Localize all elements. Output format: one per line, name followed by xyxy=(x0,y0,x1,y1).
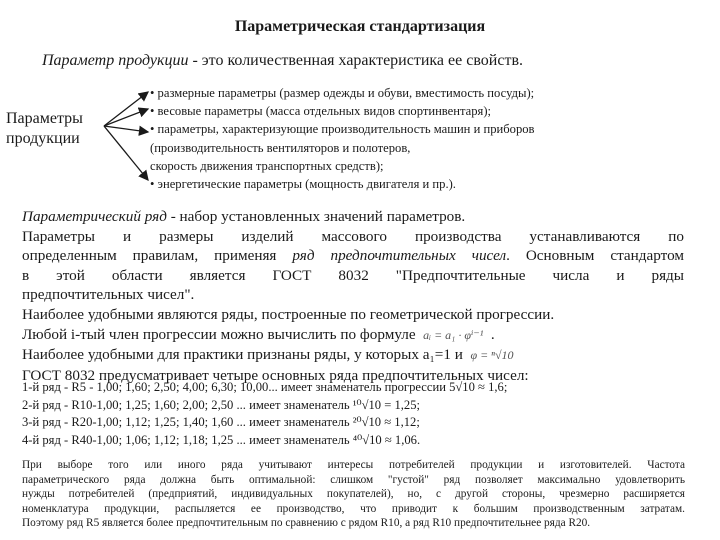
bullet-item: • весовые параметры (масса отдельных видов спортинвентаря); xyxy=(150,104,492,119)
bottom-line: номенклатура продукции, распыляется ее производство, что приводит к большим производственным затратам. xyxy=(22,502,685,515)
bullet-item: • энергетические параметры (мощность двигателя и пр.). xyxy=(150,177,456,192)
bottom-line: нужды потребителей (предприятий, индивидуальных покупателей), но, с другой стороны, чрезмерно расширяется xyxy=(22,488,685,501)
page-title: Параметрическая стандартизация xyxy=(234,18,486,35)
main-line: Наиболее удобными для практики признаны ряды, у которых a₁=1 и φ = ⁿ√10 xyxy=(22,346,514,364)
series-rows xyxy=(22,379,507,449)
main-line: Любой i-тый член прогрессии можно вычислить по формуле aᵢ = a₁ · φⁱ⁻¹ . xyxy=(22,325,495,343)
series-row: 2-й ряд - R10-1,00; 1,25; 1,60; 2,00; 2,50 ... имеет знаменатель ¹⁰√10 = 1,25; xyxy=(22,397,421,412)
bullet-item: • размерные параметры (размер одежды и обуви, вместимость посуды); xyxy=(150,86,535,100)
bullet-item: скорость движения транспортных средств); xyxy=(150,158,384,173)
main-line: определенным правилам, применяя ряд предпочтительных чисел. Основным стандартом xyxy=(22,247,684,265)
arrow-4 xyxy=(104,126,148,180)
bullet-item: (производительность вентиляторов и полотеров, xyxy=(150,140,411,155)
series-term: Параметрический ряд xyxy=(22,208,167,225)
main-line: Наиболее удобными являются ряды, построенные по геометрической прогрессии. xyxy=(22,305,555,323)
main-line: в этой области является ГОСТ 8032 "Предпочтительные числа и ряды xyxy=(22,266,684,284)
bottom-paragraph xyxy=(22,458,685,531)
main-line: Параметры и размеры изделий массового производства устанавливаются по xyxy=(22,227,684,245)
main-text xyxy=(22,207,684,385)
definition-term: Параметр продукции xyxy=(42,52,189,69)
bullet-item: • параметры, характеризующие производительность машин и приборов xyxy=(150,122,535,137)
series-row: 3-й ряд - R20-1,00; 1,12; 1,25; 1,40; 1,60 ... имеет знаменатель ²⁰√10 ≈ 1,12; xyxy=(22,415,420,430)
bottom-line: При выборе того или иного ряда учитывают интересы потребителей продукции и изготовителей. Частота xyxy=(22,459,685,471)
params-label-line-2: продукции xyxy=(6,130,80,147)
bottom-line: Поэтому ряд R5 является более предпочтительным по сравнению с рядом R10, а ряд R10 предпочтительнее ряда R20. xyxy=(22,517,591,530)
arrow-3 xyxy=(104,126,148,132)
series-row: 1-й ряд - R5 - 1,00; 1,60; 2,50; 4,00; 6,30; 10,00... имеет знаменатель прогрессии 5√10 ≈ 1,6; xyxy=(22,380,508,394)
formula-phi: φ = ⁿ√10 xyxy=(470,348,514,363)
formula: aᵢ = a₁ · φⁱ⁻¹ xyxy=(423,327,484,342)
main-line: предпочтительных чисел". xyxy=(22,286,195,304)
arrow-2 xyxy=(104,109,148,126)
bullet-list xyxy=(150,84,534,193)
bottom-line: параметрического ряда должна быть оптимальной: слишком "густой" ряд позволяет максимально удовлетворить xyxy=(22,473,685,486)
series-row: 4-й ряд - R40-1,00; 1,06; 1,12; 1,18; 1,25 ... имеет знаменатель ⁴⁰√10 ≈ 1,06. xyxy=(22,432,421,447)
params-label-line-1: Параметры xyxy=(6,110,83,127)
arrow-1 xyxy=(104,92,148,126)
definition-text: - это количественная характеристика ее свойств. xyxy=(188,52,523,69)
series-definition: Параметрический ряд - набор установленных значений параметров. xyxy=(22,208,466,225)
preferred-numbers-term: ряд предпочтительных чисел xyxy=(292,247,507,265)
main-line: ГОСТ 8032 предусматривает четыре основных ряда предпочтительных чисел: xyxy=(22,366,529,384)
